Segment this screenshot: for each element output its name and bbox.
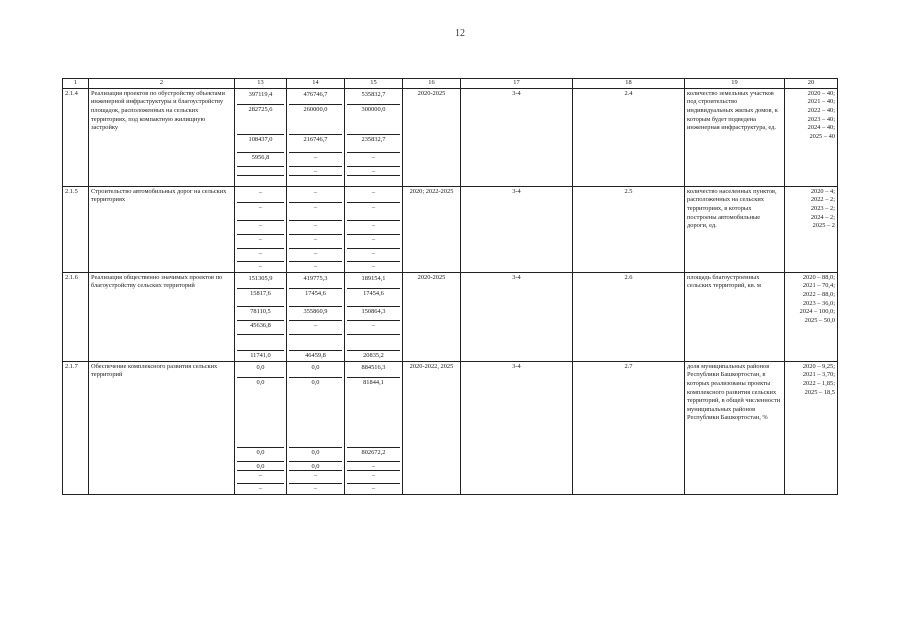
amount-value: 150864,3 bbox=[347, 307, 400, 321]
indicator-name-cell: площадь благоустроенных сельских территорий, кв. м bbox=[685, 272, 785, 361]
amount-value: 17454,6 bbox=[289, 289, 342, 307]
amount-value: – bbox=[347, 471, 400, 484]
target-value: 2020 – 9,25; bbox=[802, 362, 835, 370]
target-value: 2025 – 50,0 bbox=[804, 316, 835, 324]
row-id-cell: 2.1.6 bbox=[63, 272, 89, 361]
amount-value: – bbox=[371, 262, 376, 270]
indicator-name-cell: количество населенных пунктов, расположенных на сельских территориях, в которых построены автомобильные дороги, ед. bbox=[685, 186, 785, 272]
target-values-cell bbox=[785, 272, 838, 361]
amount-column-c15 bbox=[345, 272, 403, 361]
row-id-cell: 2.1.4 bbox=[63, 88, 89, 186]
amount-value: 0,0 bbox=[289, 378, 342, 448]
indicator-ref-cell: 2.6 bbox=[573, 272, 685, 361]
target-value: 2021 – 40; bbox=[807, 98, 835, 106]
amount-value: 45636,8 bbox=[237, 321, 284, 335]
amount-stack bbox=[347, 90, 400, 185]
amount-value: – bbox=[237, 471, 284, 484]
target-value: 2024 – 100,0; bbox=[799, 308, 835, 316]
target-value: 2020 – 88,0; bbox=[802, 273, 835, 281]
amount-column-c14 bbox=[287, 88, 345, 186]
header-cell: 2 bbox=[89, 79, 235, 89]
target-value: 2022 – 88,0; bbox=[802, 290, 835, 298]
amount-column-c14 bbox=[287, 361, 345, 494]
row-name-cell: Обеспечение комплексного развития сельских территорий bbox=[89, 361, 235, 494]
amount-column-c15 bbox=[345, 361, 403, 494]
amount-stack bbox=[289, 274, 342, 360]
amount-value: 108437,0 bbox=[237, 135, 284, 153]
target-value: 2020 – 40; bbox=[807, 89, 835, 97]
amount-column-c14 bbox=[287, 272, 345, 361]
amount-value: – bbox=[347, 188, 400, 203]
amount-value bbox=[347, 176, 400, 185]
target-value: 2022 – 1,85; bbox=[802, 379, 835, 387]
target-values-cell bbox=[785, 88, 838, 186]
amount-value: 11741,0 bbox=[250, 351, 271, 359]
amount-stack bbox=[237, 90, 284, 185]
target-value: 2023 – 36,0; bbox=[802, 299, 835, 307]
amount-value: 235832,7 bbox=[347, 135, 400, 153]
amount-value: 300000,0 bbox=[347, 105, 400, 135]
amount-value: – bbox=[237, 188, 284, 203]
amount-value: – bbox=[347, 221, 400, 235]
indicator-ref-cell: 2.7 bbox=[573, 361, 685, 494]
amount-value: 0,0 bbox=[289, 462, 342, 471]
table-row bbox=[63, 361, 838, 494]
amount-value: – bbox=[237, 235, 284, 249]
amount-value bbox=[289, 335, 342, 351]
amount-value: – bbox=[313, 262, 318, 270]
amount-value: – bbox=[347, 235, 400, 249]
target-value: 2020 – 4; bbox=[810, 187, 835, 195]
stage-cell: 3-4 bbox=[461, 186, 573, 272]
header-cell: 13 bbox=[235, 79, 287, 89]
amount-value: 216746,7 bbox=[289, 135, 342, 153]
amount-value: 476746,7 bbox=[289, 90, 342, 105]
amount-value bbox=[289, 176, 342, 185]
amount-value: – bbox=[289, 153, 342, 167]
target-value: 2025 – 18,5 bbox=[804, 388, 835, 396]
amount-column-c15 bbox=[345, 186, 403, 272]
amount-value: – bbox=[289, 188, 342, 203]
header-cell: 19 bbox=[685, 79, 785, 89]
amount-value: – bbox=[258, 484, 263, 492]
target-value: 2023 – 40; bbox=[807, 115, 835, 123]
amount-value: 46459,8 bbox=[305, 351, 326, 359]
amount-column-c13 bbox=[235, 272, 287, 361]
amount-value: 0,0 bbox=[237, 378, 284, 448]
amount-value: – bbox=[289, 471, 342, 484]
amount-value: 355860,9 bbox=[289, 307, 342, 321]
amount-value: – bbox=[237, 203, 284, 221]
amount-stack bbox=[237, 274, 284, 360]
target-values-cell bbox=[785, 361, 838, 494]
amount-value: 419775,3 bbox=[289, 274, 342, 289]
stage-cell: 3-4 bbox=[461, 361, 573, 494]
amount-value: 20835,2 bbox=[363, 351, 384, 359]
target-value: 2021 – 3,70; bbox=[802, 371, 835, 379]
amount-value: 15817,6 bbox=[237, 289, 284, 307]
amount-value: – bbox=[347, 462, 400, 471]
table-row bbox=[63, 272, 838, 361]
amount-value: – bbox=[258, 262, 263, 270]
target-value: 2025 – 2 bbox=[812, 222, 835, 230]
amount-value: 884516,3 bbox=[347, 363, 400, 378]
target-value: 2025 – 40 bbox=[809, 132, 835, 140]
table-row bbox=[63, 186, 838, 272]
amount-column-c13 bbox=[235, 186, 287, 272]
header-cell: 1 bbox=[63, 79, 89, 89]
header-cell: 17 bbox=[461, 79, 573, 89]
amount-stack bbox=[237, 363, 284, 493]
row-name-cell: Реализация общественно значимых проектов по благоустройству сельских территорий bbox=[89, 272, 235, 361]
amount-value: – bbox=[289, 221, 342, 235]
amount-value: 0,0 bbox=[237, 448, 284, 462]
amount-column-c13 bbox=[235, 361, 287, 494]
amount-column-c13 bbox=[235, 88, 287, 186]
period-cell: 2020; 2022-2025 bbox=[403, 186, 461, 272]
amount-value: 0,0 bbox=[237, 363, 284, 378]
amount-stack bbox=[289, 188, 342, 271]
period-cell: 2020-2025 bbox=[403, 272, 461, 361]
target-values-cell bbox=[785, 186, 838, 272]
amount-value: – bbox=[237, 249, 284, 262]
target-value: 2024 – 2; bbox=[810, 213, 835, 221]
amount-value bbox=[237, 335, 284, 351]
amount-stack bbox=[347, 274, 400, 360]
row-name-cell: Строительство автомобильных дорог на сельских территориях bbox=[89, 186, 235, 272]
amount-value: – bbox=[347, 167, 400, 176]
target-value: 2023 – 2; bbox=[810, 204, 835, 212]
amount-value bbox=[347, 335, 400, 351]
amount-value: 189154,1 bbox=[347, 274, 400, 289]
amount-value: – bbox=[289, 235, 342, 249]
header-cell: 20 bbox=[785, 79, 838, 89]
amount-value: – bbox=[347, 321, 400, 335]
target-value: 2022 – 2; bbox=[810, 196, 835, 204]
amount-stack bbox=[237, 188, 284, 271]
period-cell: 2020-2022, 2025 bbox=[403, 361, 461, 494]
target-value: 2021 – 70,4; bbox=[802, 282, 835, 290]
amount-value: – bbox=[371, 484, 376, 492]
amount-value: 17454,6 bbox=[347, 289, 400, 307]
header-cell: 18 bbox=[573, 79, 685, 89]
target-value: 2022 – 40; bbox=[807, 106, 835, 114]
header-cell: 16 bbox=[403, 79, 461, 89]
amount-value: 397119,4 bbox=[237, 90, 284, 105]
header-cell: 15 bbox=[345, 79, 403, 89]
target-value: 2024 – 40; bbox=[807, 124, 835, 132]
amount-value: 535832,7 bbox=[347, 90, 400, 105]
row-id-cell: 2.1.7 bbox=[63, 361, 89, 494]
indicator-name-cell: доля муниципальных районов Республики Башкортостан, в которых реализованы проекты комплексного развития сельских территорий, в общей численности муниципальных районов Республики Башкортостан, % bbox=[685, 361, 785, 494]
row-name-cell: Реализация проектов по обустройству объектами инженерной инфраструктуры и благоустройству площадок, расположенных на сельских территориях, под компактную жилищную застройку bbox=[89, 88, 235, 186]
amount-value: – bbox=[237, 221, 284, 235]
table-row bbox=[63, 88, 838, 186]
amount-column-c15 bbox=[345, 88, 403, 186]
amount-value: 81844,1 bbox=[347, 378, 400, 448]
amount-value: 78110,5 bbox=[237, 307, 284, 321]
program-table bbox=[62, 78, 838, 495]
amount-value bbox=[237, 167, 284, 176]
header-row bbox=[63, 79, 838, 89]
amount-stack bbox=[289, 363, 342, 493]
amount-value: 282725,6 bbox=[237, 105, 284, 135]
row-id-cell: 2.1.5 bbox=[63, 186, 89, 272]
indicator-ref-cell: 2.4 bbox=[573, 88, 685, 186]
stage-cell: 3-4 bbox=[461, 272, 573, 361]
amount-value: 260000,0 bbox=[289, 105, 342, 135]
indicator-ref-cell: 2.5 bbox=[573, 186, 685, 272]
amount-stack bbox=[347, 188, 400, 271]
amount-value: 0,0 bbox=[237, 462, 284, 471]
stage-cell: 3-4 bbox=[461, 88, 573, 186]
amount-value: 0,0 bbox=[289, 363, 342, 378]
page-number: 12 bbox=[455, 28, 465, 39]
amount-stack bbox=[289, 90, 342, 185]
indicator-name-cell: количество земельных участков под строительство индивидуальных жилых домов, к которым будет подведена инженерная инфраструктура, ед. bbox=[685, 88, 785, 186]
amount-stack bbox=[347, 363, 400, 493]
amount-value: – bbox=[289, 249, 342, 262]
amount-value: – bbox=[289, 321, 342, 335]
amount-value: 0,0 bbox=[289, 448, 342, 462]
amount-column-c14 bbox=[287, 186, 345, 272]
amount-value: 802672,2 bbox=[347, 448, 400, 462]
period-cell: 2020-2025 bbox=[403, 88, 461, 186]
header-cell: 14 bbox=[287, 79, 345, 89]
amount-value: – bbox=[347, 153, 400, 167]
amount-value: 151305,9 bbox=[237, 274, 284, 289]
amount-value: – bbox=[289, 167, 342, 176]
amount-value bbox=[237, 176, 284, 185]
amount-value: – bbox=[347, 203, 400, 221]
amount-value: – bbox=[313, 484, 318, 492]
amount-value: 5956,8 bbox=[237, 153, 284, 167]
amount-value: – bbox=[289, 203, 342, 221]
amount-value: – bbox=[347, 249, 400, 262]
